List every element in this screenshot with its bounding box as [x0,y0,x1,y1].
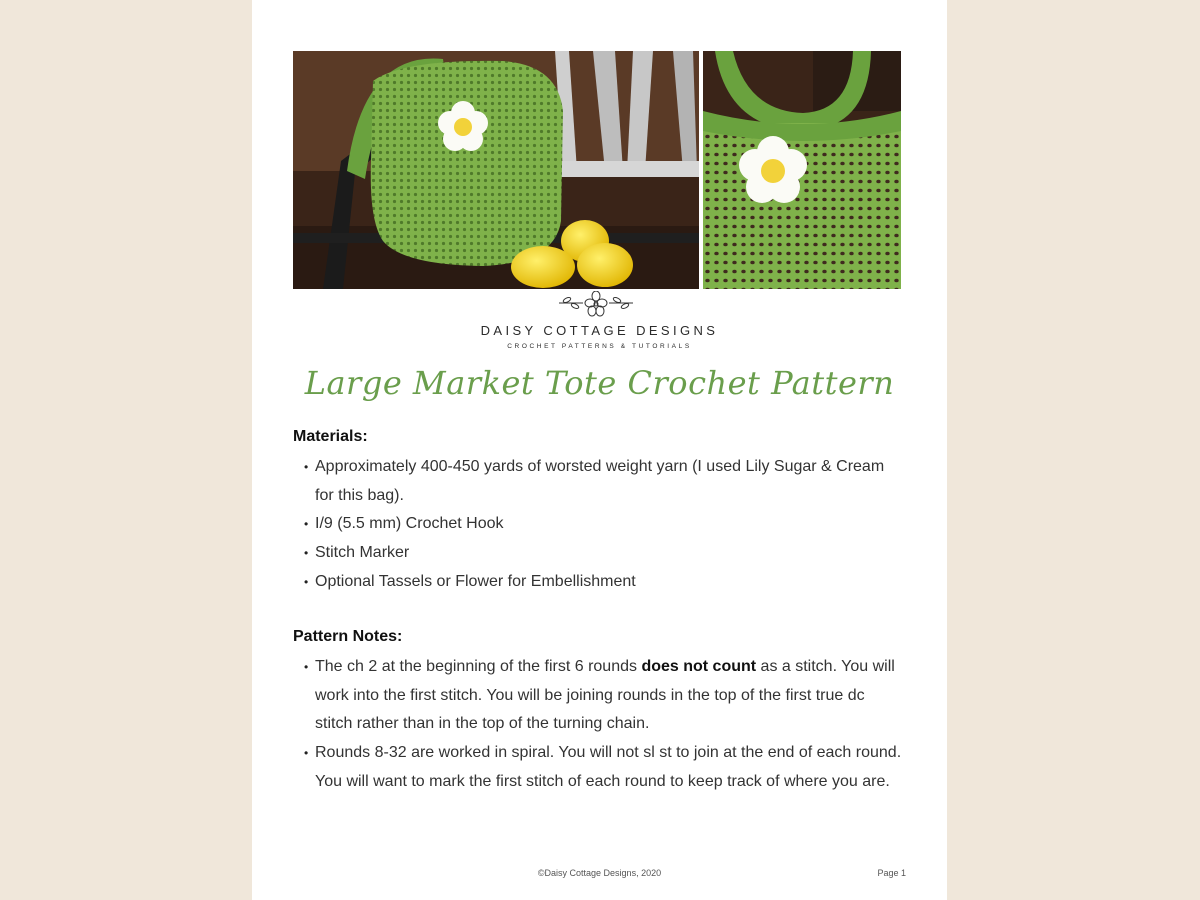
materials-heading: Materials: [293,428,368,445]
bullet-icon: • [304,460,309,474]
bullet-icon: • [304,574,309,589]
list-item: • Rounds 8-32 are worked in spiral. You will not sl st to join at the end of each round. You will want to mark the first stitch of each round to keep track of where you are. [304,739,904,796]
bullet-icon: • [304,746,309,761]
materials-list [304,453,904,597]
tote-photo-with-lemons [293,51,699,289]
bullet-icon: • [304,517,309,532]
tote-closeup-photo [703,51,901,289]
pattern-notes-list [304,653,904,797]
flower-branch-icon [557,291,635,319]
bullet-icon: • [304,660,309,674]
brand-tagline: CROCHET PATTERNS & TUTORIALS [507,343,692,350]
page-number: Page 1 [877,868,906,878]
pattern-title: Large Market Tote Crochet Pattern [304,364,895,402]
document-page [252,0,947,900]
list-item: • The ch 2 at the beginning of the first 6 rounds does not count as a stitch. You will work into the first stitch. You will be joining rounds in the top of the first true dc stitch rather than in the top of the turning chain. [304,653,904,739]
list-item: • Optional Tassels or Flower for Embellishment [304,568,904,597]
footer-copyright: ©Daisy Cottage Designs, 2020 [537,868,662,878]
list-item: • Stitch Marker [304,539,904,568]
bullet-icon: • [304,546,309,561]
brand-name: DAISY COTTAGE DESIGNS [480,323,719,338]
emphasis-text: does not count [641,658,757,675]
pattern-notes-heading: Pattern Notes: [293,628,403,645]
list-item: • I/9 (5.5 mm) Crochet Hook [304,510,904,539]
list-item: • Approximately 400-450 yards of worsted weight yarn (I used Lily Sugar & Cream for this bag). [304,453,904,510]
